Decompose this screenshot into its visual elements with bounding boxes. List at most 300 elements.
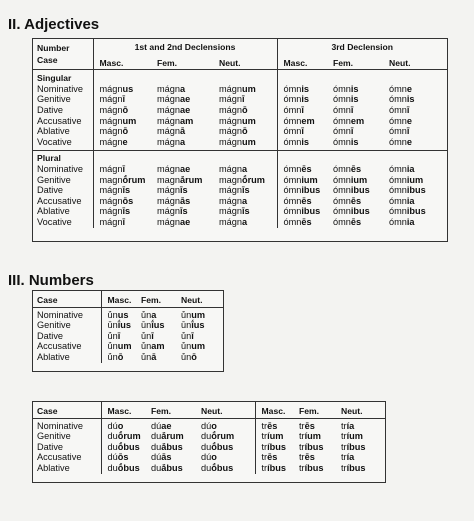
stem: du	[107, 462, 118, 473]
form-cell	[389, 206, 447, 217]
case-name: Ablative	[37, 206, 70, 217]
form-cell	[333, 94, 389, 105]
column-header: Neut.	[201, 402, 255, 418]
stem: mágn	[99, 136, 123, 147]
form-cell	[389, 84, 447, 95]
numbers-table2-box	[32, 401, 386, 483]
table-row	[33, 185, 447, 196]
stem: ómn	[283, 206, 302, 217]
stem: ū́n	[141, 351, 152, 362]
ending: ae	[179, 163, 191, 174]
form-cell	[93, 94, 157, 105]
number-group-label: Singular	[37, 73, 72, 84]
form-cell	[101, 320, 141, 331]
form-cell	[93, 175, 157, 186]
form-cell	[389, 105, 447, 116]
form-cell	[333, 185, 389, 196]
form-cell	[157, 206, 219, 217]
stem: ómn	[283, 104, 302, 115]
form-cell	[219, 217, 277, 228]
form-cell	[299, 442, 341, 453]
ending: ās	[161, 452, 172, 463]
ending: ī	[117, 330, 121, 341]
stem: ū́n	[181, 309, 192, 320]
number-group-row	[33, 151, 447, 164]
case-name: Nominative	[37, 163, 83, 174]
stem: ū́n	[181, 330, 192, 341]
table-row	[33, 418, 385, 431]
case-name: Dative	[37, 185, 64, 196]
stem: tr	[299, 462, 305, 473]
form-cell	[299, 418, 341, 431]
form-cell	[389, 137, 447, 151]
form-cell	[181, 341, 223, 352]
stem: mágn	[157, 206, 180, 217]
form-cell	[157, 84, 219, 95]
stem: ū́n	[107, 351, 118, 362]
ending: um	[241, 136, 256, 147]
stem: mágn	[219, 206, 242, 217]
ending: ō	[122, 104, 129, 115]
ending: ṓbus	[117, 441, 140, 452]
stem: ómn	[283, 163, 302, 174]
column-header: Masc.	[93, 54, 157, 70]
form-cell	[93, 116, 157, 127]
form-cell	[151, 418, 201, 431]
form-cell	[299, 452, 341, 463]
ending: ibus	[406, 185, 426, 196]
form-cell	[93, 137, 157, 151]
ending: íbus	[346, 462, 366, 473]
stem: ómn	[389, 136, 407, 147]
stem: ómn	[283, 136, 302, 147]
ending: a	[241, 216, 248, 227]
form-cell	[219, 185, 277, 196]
stem: ómn	[283, 195, 302, 206]
column-header: Neut.	[181, 291, 223, 307]
stem: tr	[341, 441, 347, 452]
ending: ī	[406, 126, 410, 137]
stem: tr	[261, 462, 268, 473]
ending: ia	[406, 195, 415, 206]
stem: mágn	[219, 104, 242, 115]
ending: íbus	[346, 441, 366, 452]
stem: mágn	[99, 195, 123, 206]
form-cell	[157, 196, 219, 207]
ending: e	[406, 115, 412, 126]
stem: ómn	[283, 185, 302, 196]
stem: mágn	[99, 216, 123, 227]
form-cell	[93, 105, 157, 116]
ending: ṓbus	[117, 462, 140, 473]
form-cell	[255, 431, 299, 442]
table-row	[33, 463, 385, 474]
ending: ibus	[301, 206, 321, 217]
form-cell	[219, 175, 277, 186]
stem: du	[151, 462, 162, 473]
case-name: Vocative	[37, 216, 72, 227]
column-header: Masc.	[255, 402, 299, 418]
stem: mágn	[219, 163, 242, 174]
ending: ā	[179, 126, 186, 137]
form-cell	[277, 175, 333, 186]
stem: ómn	[283, 126, 302, 137]
ending: is	[350, 94, 359, 105]
form-cell	[389, 196, 447, 207]
table-row	[33, 307, 223, 320]
column-header: Fem.	[151, 402, 201, 418]
form-cell	[277, 164, 333, 175]
table-row	[33, 164, 447, 175]
form-cell	[219, 84, 277, 95]
form-cell	[389, 185, 447, 196]
form-cell	[277, 206, 333, 217]
ending: o	[211, 420, 217, 431]
stem: ómn	[333, 174, 351, 185]
form-cell	[219, 105, 277, 116]
form-cell	[101, 442, 151, 453]
stem: ómn	[283, 174, 302, 185]
form-cell	[157, 116, 219, 127]
ending: ṓbus	[211, 462, 234, 473]
form-cell	[201, 418, 255, 431]
stem: ūn	[141, 320, 152, 331]
stem: tr	[261, 441, 268, 452]
ending: ṓbus	[211, 441, 234, 452]
ending: ō	[191, 351, 197, 362]
table-row	[33, 320, 223, 331]
ending: ōs	[122, 195, 134, 206]
stem: mágn	[99, 163, 123, 174]
stem: mágn	[99, 83, 123, 94]
form-cell	[389, 164, 447, 175]
case-name: Genitive	[37, 320, 71, 331]
form-cell	[157, 126, 219, 137]
ending: ēs	[304, 420, 315, 431]
ending: ṓrum	[122, 174, 146, 185]
stem: ū́n	[181, 351, 192, 362]
ending: um	[241, 115, 256, 126]
ending: ōs	[117, 452, 129, 463]
form-cell	[201, 442, 255, 453]
stem: dú	[151, 452, 162, 463]
form-cell	[101, 352, 141, 363]
case-name: Nominative	[37, 420, 83, 431]
stem: mágn	[99, 94, 123, 105]
stem: mágn	[157, 83, 180, 94]
case-name: Accusative	[37, 452, 82, 463]
num2-case-label: Case	[33, 402, 101, 418]
ending: a	[151, 309, 157, 320]
ending: ēs	[350, 216, 362, 227]
form-cell	[255, 418, 299, 431]
stem: ómn	[283, 115, 302, 126]
ending: ēs	[304, 452, 315, 463]
case-name: Accusative	[37, 341, 82, 352]
form-cell	[93, 164, 157, 175]
form-cell	[157, 137, 219, 151]
table-row	[33, 217, 447, 228]
ending: is	[301, 83, 310, 94]
stem: ū́n	[141, 330, 152, 341]
number-label: Number	[37, 43, 70, 53]
ending: o	[211, 452, 217, 463]
stem: ómn	[389, 94, 407, 105]
adjectives-group-header-row	[33, 39, 447, 54]
ending: íbus	[267, 462, 287, 473]
ending: ium	[301, 174, 318, 185]
case-label: Case	[33, 54, 93, 70]
ending: e	[406, 83, 412, 94]
stem: mágn	[99, 126, 123, 137]
column-header: Masc.	[101, 402, 151, 418]
form-cell	[101, 431, 151, 442]
stem: mágn	[219, 94, 242, 105]
stem: tr	[341, 462, 347, 473]
ending: ī	[151, 330, 154, 341]
form-cell	[219, 137, 277, 151]
form-cell	[277, 116, 333, 127]
form-cell	[93, 126, 157, 137]
stem: mágn	[157, 94, 180, 105]
numbers-table-duo-tres	[33, 402, 385, 474]
form-cell	[333, 137, 389, 151]
stem: mágn	[99, 185, 123, 196]
ending: īs	[179, 185, 188, 196]
form-cell	[157, 94, 219, 105]
form-cell	[389, 94, 447, 105]
column-header: Fem.	[157, 54, 219, 70]
stem: tr	[341, 431, 347, 442]
form-cell	[157, 105, 219, 116]
form-cell	[333, 116, 389, 127]
stem: ómn	[333, 104, 351, 115]
stem: ómn	[333, 115, 351, 126]
form-cell	[389, 175, 447, 186]
ending: em	[301, 115, 315, 126]
stem: du	[151, 431, 162, 442]
form-cell	[157, 185, 219, 196]
stem: du	[201, 462, 212, 473]
table-row	[33, 84, 447, 95]
stem: ómn	[389, 126, 407, 137]
table-row	[33, 105, 447, 116]
ending: ī́us	[117, 320, 132, 331]
stem: mágn	[157, 216, 180, 227]
stem: mágn	[157, 115, 180, 126]
ending: is	[350, 136, 359, 147]
form-cell	[101, 331, 141, 342]
group1-header: 1st and 2nd Declensions	[93, 39, 277, 54]
ending: ibus	[406, 206, 426, 217]
form-cell	[277, 94, 333, 105]
ending: em	[350, 115, 365, 126]
case-name: Accusative	[37, 115, 82, 126]
stem: mágn	[157, 126, 180, 137]
stem: du	[151, 441, 162, 452]
case-name: Genitive	[37, 174, 71, 185]
ending: ī	[122, 216, 126, 227]
stem: ómn	[333, 216, 351, 227]
stem: tr	[341, 420, 347, 431]
ending: ī	[241, 94, 245, 105]
ending: is	[301, 136, 310, 147]
ending: ō	[122, 126, 129, 137]
stem: mágn	[219, 216, 242, 227]
form-cell	[101, 418, 151, 431]
adjectives-heading: II. Adjectives	[8, 16, 100, 33]
form-cell	[255, 452, 299, 463]
ending: ía	[346, 452, 355, 463]
stem: magn	[219, 174, 242, 185]
form-cell	[255, 442, 299, 453]
case-name: Accusative	[37, 195, 82, 206]
ending: īs	[241, 185, 250, 196]
stem: tr	[261, 431, 268, 442]
stem: ómn	[389, 185, 407, 196]
table-row	[33, 341, 223, 352]
ending: a	[179, 83, 186, 94]
table-row	[33, 94, 447, 105]
form-cell	[277, 126, 333, 137]
numbers-table1-box	[32, 290, 224, 372]
ending: is	[350, 83, 359, 94]
ending: īs	[122, 206, 131, 217]
stem: ómn	[389, 163, 407, 174]
stem: ómn	[333, 195, 351, 206]
form-cell	[101, 341, 141, 352]
stem: ómn	[283, 216, 302, 227]
ending: ī́us	[151, 320, 165, 331]
stem: tr	[299, 452, 305, 463]
stem: ómn	[333, 83, 351, 94]
stem: mágn	[219, 126, 242, 137]
ending: ī	[191, 330, 194, 341]
stem: ómn	[389, 216, 407, 227]
ending: íbus	[267, 441, 287, 452]
form-cell	[101, 463, 151, 474]
ending: ṓrum	[241, 174, 265, 185]
form-cell	[389, 217, 447, 228]
form-cell	[181, 331, 223, 342]
form-cell	[219, 94, 277, 105]
ending: ía	[346, 420, 355, 431]
ending: ēs	[301, 216, 312, 227]
form-cell	[341, 442, 385, 453]
ending: ium	[406, 174, 424, 185]
form-cell	[255, 463, 299, 474]
ending: ō	[117, 351, 124, 362]
form-cell	[181, 320, 223, 331]
ending: o	[117, 420, 124, 431]
stem: mágn	[157, 104, 180, 115]
stem: ū́n	[181, 341, 192, 352]
table-row	[33, 175, 447, 186]
stem: ómn	[333, 126, 351, 137]
ending: ā́rum	[179, 174, 203, 185]
ending: us	[117, 309, 129, 320]
form-cell	[141, 320, 181, 331]
ending: ia	[406, 163, 415, 174]
ending: a	[241, 195, 248, 206]
case-name: Nominative	[37, 309, 83, 320]
ending: ae	[179, 104, 191, 115]
stem: ómn	[333, 94, 351, 105]
ending: īs	[122, 185, 131, 196]
ending: ō	[241, 126, 248, 137]
form-cell	[157, 164, 219, 175]
ending: ā	[151, 351, 157, 362]
numbers-heading: III. Numbers	[8, 272, 94, 289]
form-cell	[141, 307, 181, 320]
stem: mágn	[157, 136, 180, 147]
stem: ū́n	[107, 330, 118, 341]
stem: ómn	[283, 83, 302, 94]
form-cell	[219, 206, 277, 217]
stem: tr	[261, 420, 268, 431]
table-row	[33, 442, 385, 453]
ending: īs	[241, 206, 250, 217]
ending: ēs	[350, 163, 362, 174]
ending: ibus	[301, 185, 321, 196]
stem: magn	[99, 174, 123, 185]
form-cell	[333, 164, 389, 175]
form-cell	[181, 307, 223, 320]
table-row	[33, 116, 447, 127]
ending: íbus	[304, 462, 324, 473]
case-name: Dative	[37, 104, 64, 115]
adjectives-table-box	[32, 38, 448, 242]
stem: mágn	[219, 185, 242, 196]
stem: ū́n	[107, 309, 118, 320]
column-header: Fem.	[299, 402, 341, 418]
stem: dú	[107, 420, 118, 431]
form-cell	[277, 105, 333, 116]
ending: ium	[350, 174, 368, 185]
column-header: Neut.	[219, 54, 277, 70]
ending: ī	[350, 126, 354, 137]
case-name: Ablative	[37, 126, 70, 137]
stem: dú	[201, 452, 212, 463]
ending: ibus	[350, 206, 370, 217]
number-group-row	[33, 70, 447, 84]
stem: ómn	[283, 94, 302, 105]
form-cell	[151, 442, 201, 453]
stem: ómn	[333, 185, 351, 196]
ending: íum	[267, 431, 284, 442]
table-row	[33, 196, 447, 207]
stem: tr	[261, 452, 268, 463]
stem: ómn	[333, 206, 351, 217]
form-cell	[299, 431, 341, 442]
form-cell	[151, 431, 201, 442]
form-cell	[341, 431, 385, 442]
ending: ae	[161, 420, 172, 431]
stem: mágn	[157, 195, 180, 206]
ending: ī	[301, 104, 304, 115]
stem: ómn	[389, 83, 407, 94]
form-cell	[277, 217, 333, 228]
ending: am	[151, 341, 165, 352]
ending: ṓrum	[117, 431, 141, 442]
form-cell	[157, 175, 219, 186]
stem: ómn	[333, 163, 351, 174]
case-name: Nominative	[37, 83, 83, 94]
form-cell	[333, 217, 389, 228]
form-cell	[333, 105, 389, 116]
table-row	[33, 206, 447, 217]
ending: ēs	[301, 163, 312, 174]
